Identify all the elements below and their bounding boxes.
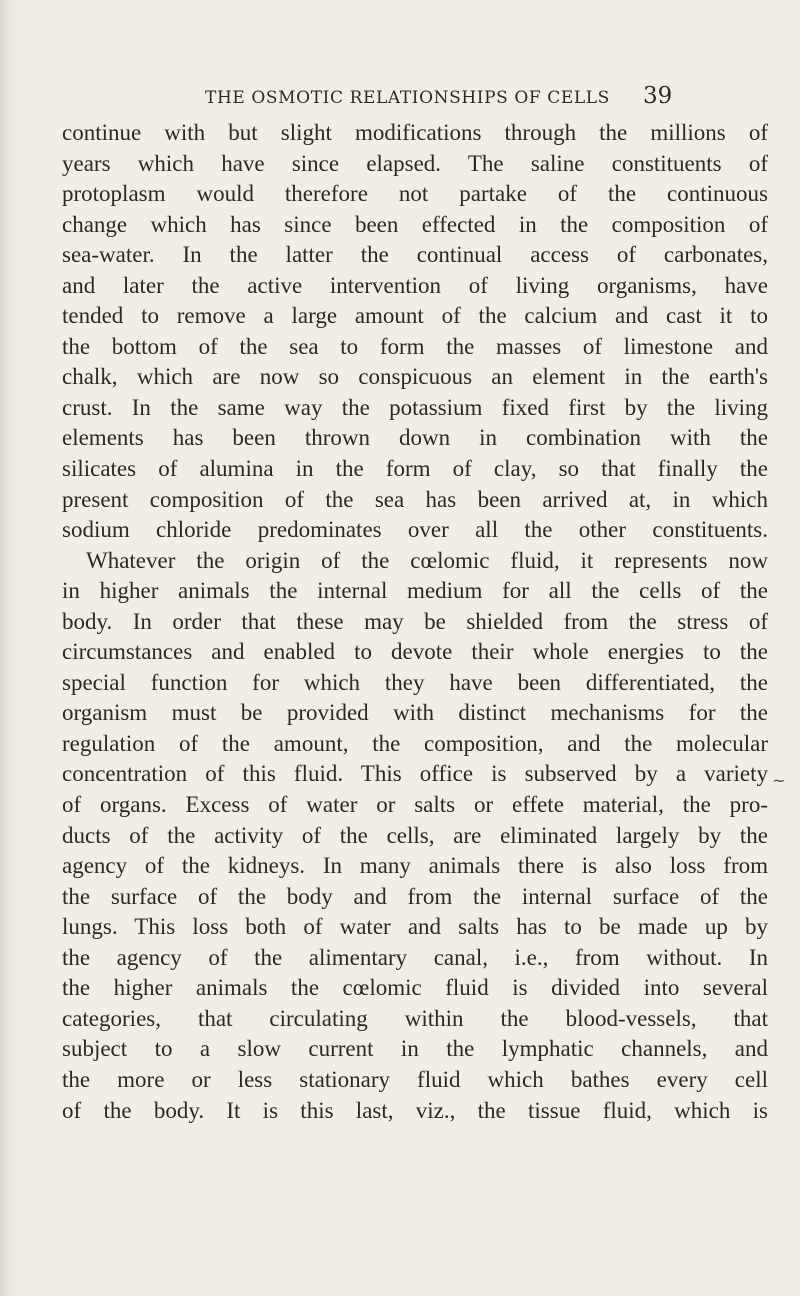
text-line: the agency of the alimentary canal, i.e., from without. In — [62, 944, 768, 970]
text-line: and later the active intervention of living organisms, have — [62, 272, 768, 298]
margin-pencil-mark: ~ — [772, 771, 786, 790]
text-line: the higher animals the cœlomic fluid is divided into several — [62, 975, 768, 1001]
text-line: sodium chloride predominates over all the other constituents. — [62, 517, 768, 543]
text-line: continue with but slight modifications through the millions of — [62, 120, 768, 145]
text-line: concentration of this fluid. This office is subserved by a variety — [62, 761, 768, 787]
page-gutter-shadow — [0, 0, 18, 1296]
text-line: regulation of the amount, the composition, and the molecular — [62, 730, 768, 756]
text-line: of organs. Excess of water or salts or effete material, the pro- — [62, 792, 768, 818]
text-line: chalk, which are now so conspicuous an element in the earth's — [62, 364, 768, 390]
text-line: of the body. It is this last, viz., the tissue fluid, which is — [62, 1097, 768, 1123]
text-line: agency of the kidneys. In many animals there is also loss from — [62, 853, 768, 879]
text-line: the bottom of the sea to form the masses of limestone and — [62, 333, 768, 359]
text-line: circumstances and enabled to devote their whole energies to the — [62, 639, 768, 665]
text-line: silicates of alumina in the form of clay, so that finally the — [62, 456, 768, 482]
text-line: special function for which they have been differentiated, the — [62, 669, 768, 695]
text-line: years which have since elapsed. The saline constituents of — [62, 150, 768, 176]
text-line: in higher animals the internal medium for all the cells of the — [62, 578, 768, 604]
running-head: THE OSMOTIC RELATIONSHIPS OF CELLS — [205, 88, 610, 108]
text-line: sea-water. In the latter the continual access of carbonates, — [62, 242, 768, 268]
text-line: the surface of the body and from the internal surface of the — [62, 883, 768, 909]
text-line: subject to a slow current in the lymphatic channels, and — [62, 1036, 768, 1062]
text-line: lungs. This loss both of water and salts has to be made up by — [62, 914, 768, 940]
page-number: 39 — [643, 83, 673, 109]
text-line: organism must be provided with distinct mechanisms for the — [62, 700, 768, 726]
text-line: body. In order that these may be shielded from the stress of — [62, 608, 768, 634]
body-text — [62, 118, 768, 1126]
text-line: tended to remove a large amount of the calcium and cast it to — [62, 303, 768, 329]
text-line: change which has since been effected in the composition of — [62, 211, 768, 237]
text-line: elements has been thrown down in combination with the — [62, 425, 768, 451]
text-line: protoplasm would therefore not partake of the continuous — [62, 181, 768, 207]
text-line: categories, that circulating within the blood-vessels, that — [62, 1005, 768, 1031]
text-line: ducts of the activity of the cells, are eliminated largely by the — [62, 822, 768, 848]
text-line: crust. In the same way the potassium fixed first by the living — [62, 394, 768, 420]
text-line: the more or less stationary fluid which bathes every cell — [62, 1066, 768, 1092]
text-line: present composition of the sea has been arrived at, in which — [62, 486, 768, 512]
text-line: Whatever the origin of the cœlomic fluid, it represents now — [86, 547, 768, 573]
